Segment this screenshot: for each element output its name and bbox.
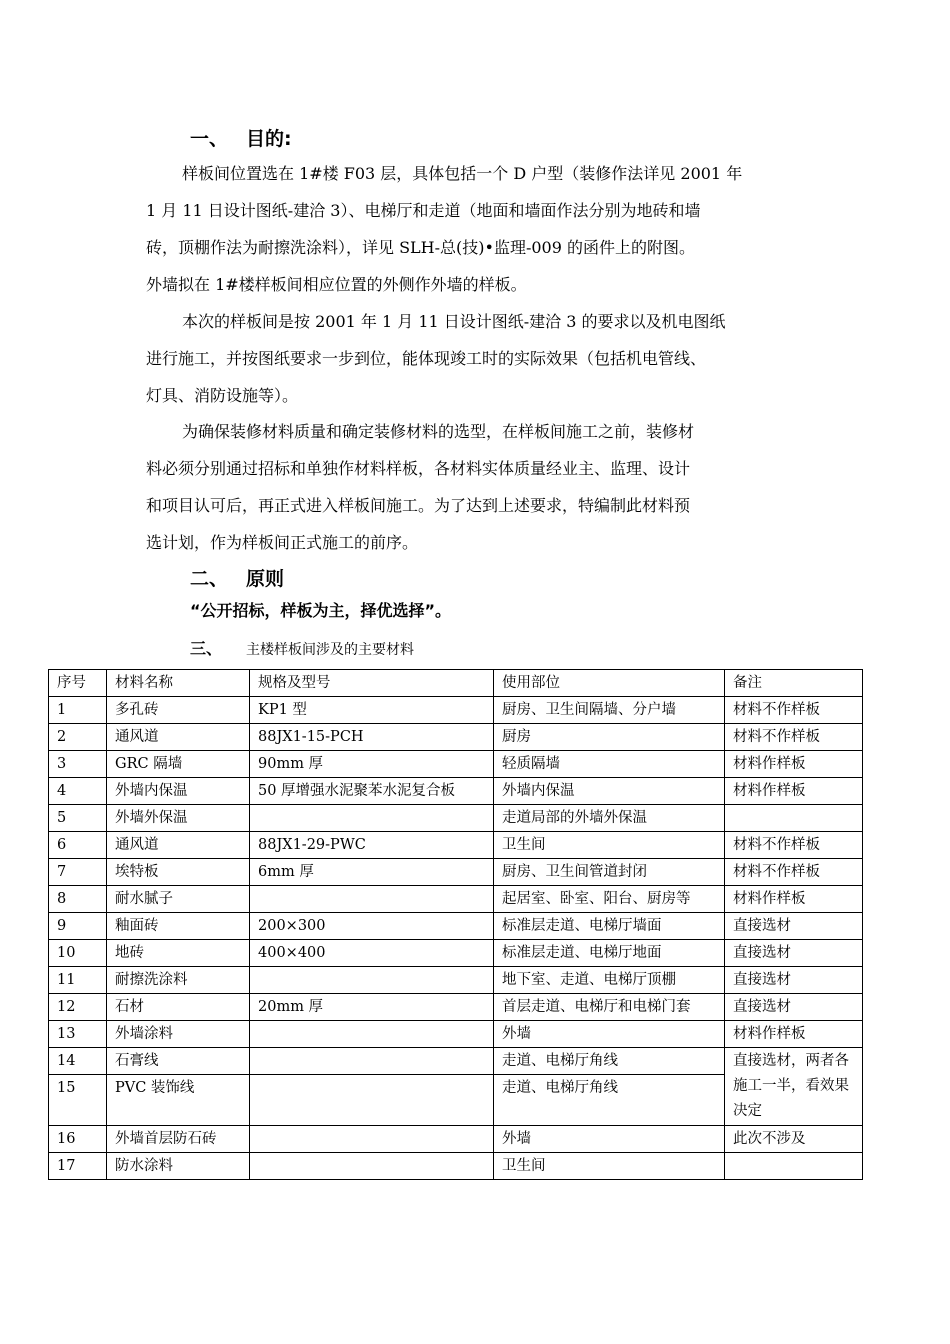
table-cell (250, 967, 494, 994)
section-number: 三、 (190, 639, 223, 658)
table-cell: 13 (49, 1021, 107, 1048)
table-cell (725, 805, 863, 832)
paragraph-location (146, 155, 814, 303)
table-cell: 3 (49, 751, 107, 778)
section-heading-materials (190, 636, 414, 659)
table-cell: 耐水腻子 (107, 886, 250, 913)
table-row (49, 1153, 863, 1180)
paragraph-line: 为确保装修材料质量和确定装修材料的选型，在样板间施工之前，装修材 (182, 422, 695, 441)
table-cell: 88JX1-29-PWC (250, 832, 494, 859)
table-cell: 首层走道、电梯厅和电梯门套 (494, 994, 725, 1021)
paragraph-line: 外墙拟在 1#楼样板间相应位置的外侧作外墙的样板。 (146, 275, 527, 294)
table-cell: 6mm 厚 (250, 859, 494, 886)
section-title: 原则 (246, 568, 285, 590)
table-cell (250, 1021, 494, 1048)
section-number: 二、 (190, 568, 229, 590)
table-cell: 外墙首层防石砖 (107, 1126, 250, 1153)
paragraph-material-quality (146, 413, 814, 561)
table-row (49, 697, 863, 724)
table-cell (250, 1126, 494, 1153)
table-cell: 11 (49, 967, 107, 994)
table-cell: 外墙内保温 (107, 778, 250, 805)
table-cell: 标准层走道、电梯厅墙面 (494, 913, 725, 940)
principle-motto: “公开招标，样板为主，择优选择”。 (190, 601, 452, 620)
table-cell: 7 (49, 859, 107, 886)
table-cell: 400×400 (250, 940, 494, 967)
table-row (49, 832, 863, 859)
table-cell: 直接选材 (725, 994, 863, 1021)
section-heading-principle (190, 564, 284, 591)
table-cell: 石膏线 (107, 1048, 250, 1075)
table-cell: 走道局部的外墙外保温 (494, 805, 725, 832)
table-cell: 走道、电梯厅角线 (494, 1075, 725, 1126)
table-header-cell: 备注 (725, 670, 863, 697)
table-cell: 材料不作样板 (725, 724, 863, 751)
table-header-cell: 序号 (49, 670, 107, 697)
table-row (49, 940, 863, 967)
table-cell: 外墙内保温 (494, 778, 725, 805)
table-cell: 15 (49, 1075, 107, 1126)
table-row (49, 913, 863, 940)
table-cell: 釉面砖 (107, 913, 250, 940)
table-cell: 卫生间 (494, 832, 725, 859)
table-cell: 5 (49, 805, 107, 832)
section-number: 一、 (190, 128, 229, 150)
table-header-cell: 使用部位 (494, 670, 725, 697)
paragraph-line: 选计划，作为样板间正式施工的前序。 (146, 533, 419, 552)
table-cell: 直接选材 (725, 967, 863, 994)
table-cell: 材料不作样板 (725, 832, 863, 859)
table-cell-merged: 直接选材，两者各施工一半，看效果决定 (725, 1048, 863, 1126)
table-cell: 厨房、卫生间管道封闭 (494, 859, 725, 886)
table-row (49, 1021, 863, 1048)
paragraph-line: 砖，顶棚作法为耐擦洗涂料），详见 SLH-总(技)•监理-009 的函件上的附图。 (146, 238, 695, 257)
section-heading-purpose (190, 124, 292, 151)
table-cell: KP1 型 (250, 697, 494, 724)
table-header-cell: 材料名称 (107, 670, 250, 697)
table-cell: 防水涂料 (107, 1153, 250, 1180)
table-row (49, 778, 863, 805)
paragraph-line: 灯具、消防设施等）。 (146, 386, 299, 405)
table-cell (725, 1153, 863, 1180)
table-row (49, 967, 863, 994)
table-cell: 10 (49, 940, 107, 967)
table-cell: 此次不涉及 (725, 1126, 863, 1153)
table-cell: 20mm 厚 (250, 994, 494, 1021)
table-cell: 17 (49, 1153, 107, 1180)
paragraph-line: 进行施工，并按图纸要求一步到位，能体现竣工时的实际效果（包括机电管线、 (146, 349, 707, 368)
table-cell (250, 805, 494, 832)
table-cell: 9 (49, 913, 107, 940)
table-cell: 50 厚增强水泥聚苯水泥复合板 (250, 778, 494, 805)
table-cell: 12 (49, 994, 107, 1021)
paragraph-line: 料必须分别通过招标和单独作材料样板，各材料实体质量经业主、监理、设计 (146, 459, 691, 478)
table-cell: 多孔砖 (107, 697, 250, 724)
table-cell: 14 (49, 1048, 107, 1075)
table-cell: 轻质隔墙 (494, 751, 725, 778)
section-title: 目的: (246, 128, 292, 150)
table-cell: 地砖 (107, 940, 250, 967)
table-cell: 材料不作样板 (725, 697, 863, 724)
table-cell: 1 (49, 697, 107, 724)
table-cell: 外墙涂料 (107, 1021, 250, 1048)
table-cell (250, 1075, 494, 1126)
table-row (49, 1126, 863, 1153)
table-cell: 外墙外保温 (107, 805, 250, 832)
paragraph-construction-basis (146, 303, 814, 414)
table-cell: 90mm 厚 (250, 751, 494, 778)
table-cell: 88JX1-15-PCH (250, 724, 494, 751)
table-cell: 材料不作样板 (725, 859, 863, 886)
table-cell: 起居室、卧室、阳台、厨房等 (494, 886, 725, 913)
table-cell: GRC 隔墙 (107, 751, 250, 778)
table-cell: 外墙 (494, 1126, 725, 1153)
paragraph-line: 和项目认可后，再正式进入样板间施工。为了达到上述要求，特编制此材料预 (146, 496, 691, 515)
table-row (49, 994, 863, 1021)
table-cell: 厨房、卫生间隔墙、分户墙 (494, 697, 725, 724)
table-cell: 4 (49, 778, 107, 805)
table-cell: 16 (49, 1126, 107, 1153)
table-cell: 石材 (107, 994, 250, 1021)
paragraph-line: 1 月 11 日设计图纸-建洽 3）、电梯厅和走道（地面和墙面作法分别为地砖和墙 (146, 201, 701, 220)
table-cell: 材料作样板 (725, 1021, 863, 1048)
table-cell: 200×300 (250, 913, 494, 940)
table-cell: 埃特板 (107, 859, 250, 886)
table-row (49, 724, 863, 751)
table-cell (250, 1048, 494, 1075)
paragraph-line: 样板间位置选在 1#楼 F03 层，具体包括一个 D 户型（装修作法详见 2001 年 (182, 164, 743, 183)
paragraph-line: 本次的样板间是按 2001 年 1 月 11 日设计图纸-建洽 3 的要求以及机电图纸 (182, 312, 726, 331)
table-cell: 8 (49, 886, 107, 913)
table-cell (250, 886, 494, 913)
table-cell: 走道、电梯厅角线 (494, 1048, 725, 1075)
table-cell: 通风道 (107, 832, 250, 859)
table-cell: 6 (49, 832, 107, 859)
table-cell: PVC 装饰线 (107, 1075, 250, 1126)
table-cell: 耐擦洗涂料 (107, 967, 250, 994)
table-header-row (49, 670, 863, 697)
table-cell: 地下室、走道、电梯厅顶棚 (494, 967, 725, 994)
table-row (49, 751, 863, 778)
table-cell: 外墙 (494, 1021, 725, 1048)
table-cell: 直接选材 (725, 913, 863, 940)
table-cell: 直接选材 (725, 940, 863, 967)
table-cell: 2 (49, 724, 107, 751)
table-row (49, 1048, 863, 1075)
table-cell (250, 1153, 494, 1180)
table-header-cell: 规格及型号 (250, 670, 494, 697)
table-row (49, 859, 863, 886)
materials-table (48, 669, 863, 1180)
table-cell: 材料作样板 (725, 886, 863, 913)
table-cell: 材料作样板 (725, 751, 863, 778)
table-cell: 通风道 (107, 724, 250, 751)
table-row (49, 805, 863, 832)
section-title: 主楼样板间涉及的主要材料 (246, 642, 414, 658)
table-row (49, 886, 863, 913)
table-cell: 卫生间 (494, 1153, 725, 1180)
table-cell: 材料作样板 (725, 778, 863, 805)
table-cell: 标准层走道、电梯厅地面 (494, 940, 725, 967)
table-cell: 厨房 (494, 724, 725, 751)
